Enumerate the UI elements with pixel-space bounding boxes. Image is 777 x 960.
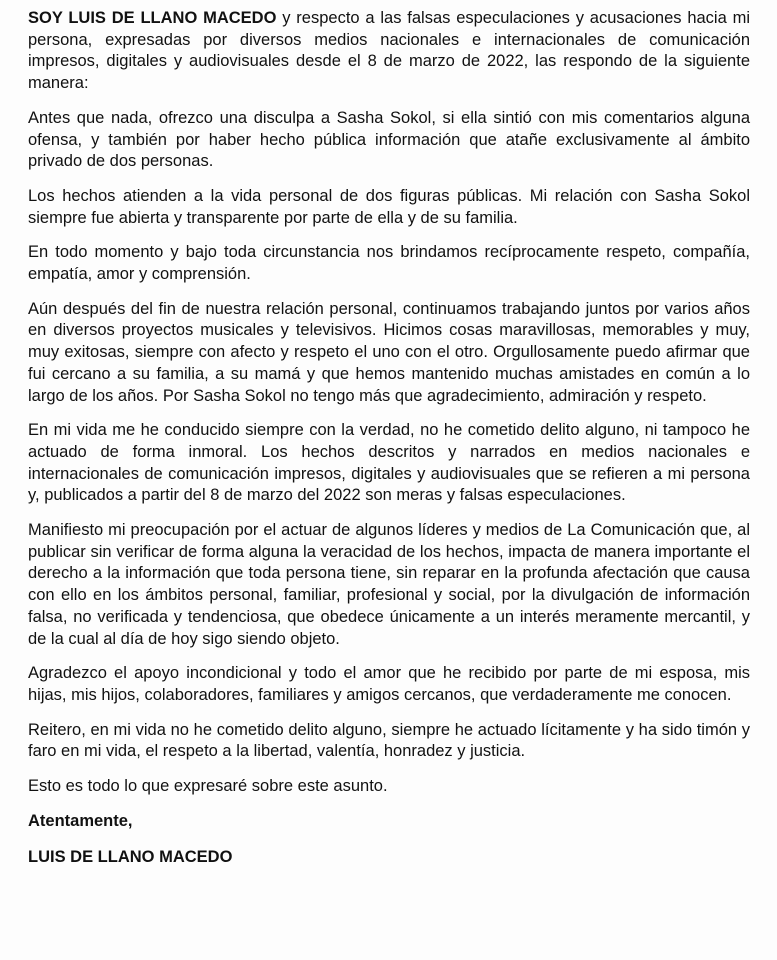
paragraph-media-concern: Manifiesto mi preocupación por el actuar de algunos líderes y medios de La Comunicación que, al publicar sin verificar de forma alguna la veracidad de los hechos, impacta de manera importante el derecho a la información que toda persona tiene, sin reparar en la profunda afectación que causa con ello en los ámbitos personal, familiar, profesional y social, por la divulgación de información falsa, no verificada y tendenciosa, que obedece únicamente a un interés meramente mercantil, y de la cual al día de hoy sigo siendo objeto. bbox=[28, 521, 750, 648]
paragraph-reiteration: Reitero, en mi vida no he cometido delito alguno, siempre he actuado lícitamente y ha sido timón y faro en mi vida, el respeto a la libertad, valentía, honradez y justicia. bbox=[28, 720, 750, 761]
signoff: Atentamente, bbox=[28, 811, 133, 830]
paragraph-apology: Antes que nada, ofrezco una disculpa a Sasha Sokol, si ella sintió con mis comentarios alguna ofensa, y también por haber hecho pública información que atañe exclusivamente al ámbito privado de dos personas. bbox=[28, 108, 750, 171]
paragraph-mutual-respect: En todo momento y bajo toda circunstancia nos brindamos recíprocamente respeto, compañía, empatía, amor y comprensión. bbox=[28, 243, 750, 284]
opening-text: y respecto a las falsas especulaciones y acusaciones hacia mi persona, expresadas por diversos medios nacionales e internacionales de comunicación impresos, digitales y audiovisuales desde el 8 de marzo de 2022, las respondo de la siguiente manera: bbox=[28, 9, 750, 93]
paragraph-gratitude: Agradezco el apoyo incondicional y todo el amor que he recibido por parte de mi esposa, mis hijas, mis hijos, colaboradores, familiares y amigos cercanos, que verdaderamente me conocen. bbox=[28, 664, 750, 704]
signature-name: LUIS DE LLANO MACEDO bbox=[28, 847, 233, 866]
paragraph-relationship: Los hechos atienden a la vida personal de dos figuras públicas. Mi relación con Sasha Sokol siempre fue abierta y transparente por parte de ella y de su familia. bbox=[28, 186, 750, 227]
author-name-bold: SOY LUIS DE LLANO MACEDO bbox=[28, 9, 277, 27]
paragraph-after-relationship: Aún después del fin de nuestra relación personal, continuamos trabajando juntos por varios años en diversos proyectos musicales y televisivos. Hicimos cosas maravillosas, memorables y muy, muy exitosas, siempre con afecto y respeto el uno con el otro. Orgullosamente puedo afirmar que fui cercano a su familia, a su mamá y que hemos mantenido muchas amistades en común a lo largo de los años. Por Sasha Sokol no tengo más que agradecimiento, admiración y respeto. bbox=[28, 299, 750, 405]
paragraph-denial: En mi vida me he conducido siempre con la verdad, no he cometido delito alguno, ni tampoco he actuado de forma inmoral. Los hechos descritos y narrados en medios nacionales e internacionales de comunicación impresos, digitales y audiovisuales que se refieren a mi persona y, publicados a partir del 8 de marzo del 2022 son meras y falsas especulaciones. bbox=[28, 421, 750, 505]
paragraph-closing: Esto es todo lo que expresaré sobre este asunto. bbox=[28, 777, 388, 796]
opening-paragraph bbox=[28, 8, 750, 95]
